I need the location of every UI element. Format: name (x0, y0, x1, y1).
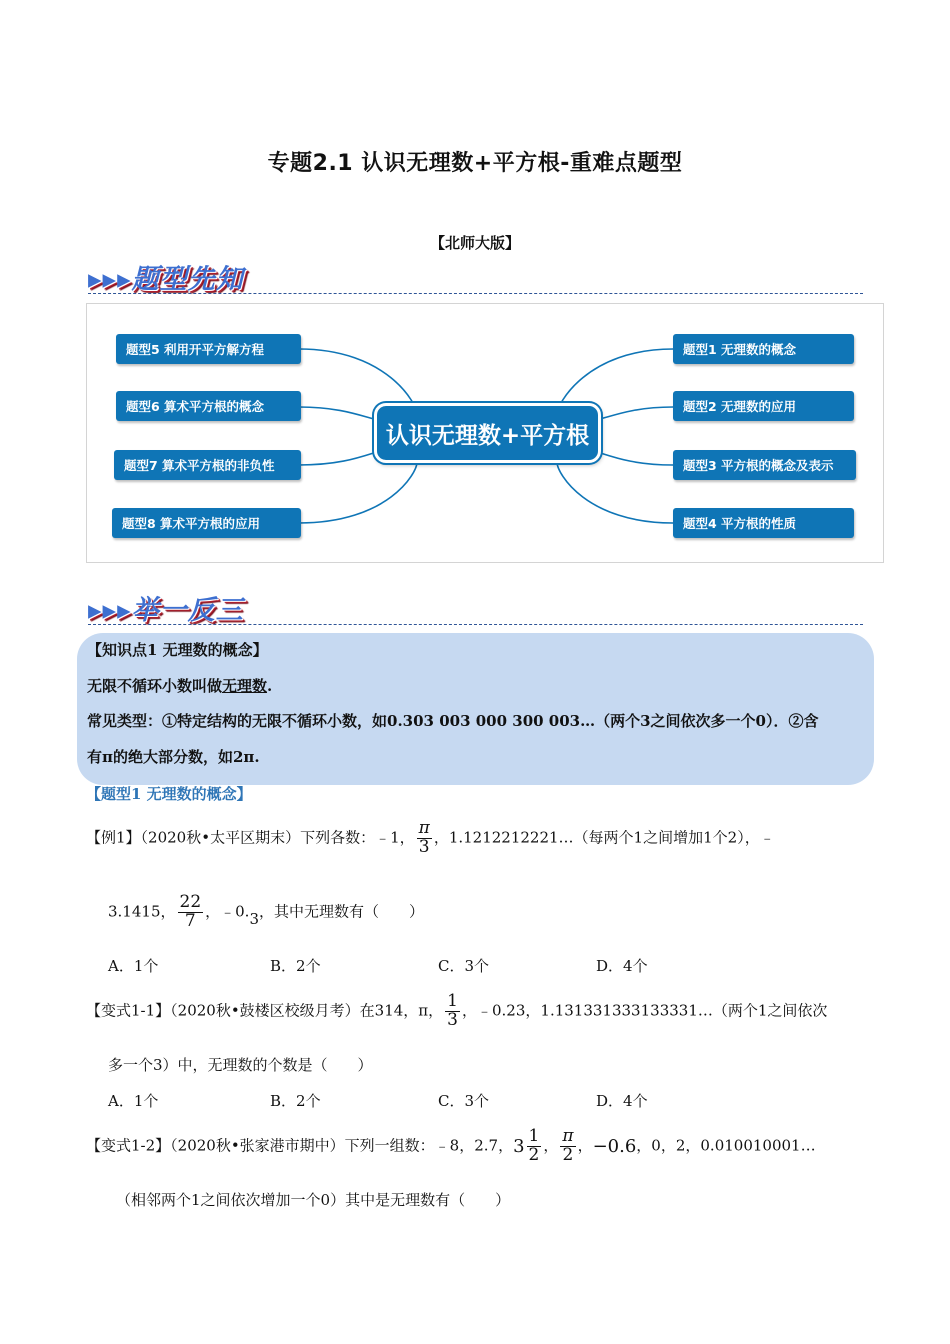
variant1-text-a: （2020秋•鼓楼区校级月考）在314，π， (170, 1001, 444, 1020)
mindmap-item-type2: 题型2 无理数的应用 (673, 391, 854, 421)
variant1-line2: 多一个3）中，无理数的个数是（ ） (108, 1056, 373, 1074)
example1-option-d[interactable]: D．4个 (596, 957, 648, 975)
variant1-option-b[interactable]: B．2个 (270, 1092, 321, 1110)
frac-num: 22 (179, 892, 202, 912)
variant2-line2: （相邻两个1之间依次增加一个0）其中是无理数有（ ） (116, 1191, 511, 1209)
example1-option-a[interactable]: A．1个 (108, 957, 159, 975)
variant1-option-d[interactable]: D．4个 (596, 1092, 648, 1110)
frac-num: 1 (528, 1126, 540, 1146)
mindmap-item-type5: 题型5 利用开平方解方程 (116, 334, 301, 364)
separator: ， (543, 1136, 559, 1155)
frac-num: π (418, 818, 430, 838)
mindmap-item-type7: 题型7 算术平方根的非负性 (114, 450, 301, 480)
divider (88, 293, 863, 294)
frac-num: π (562, 1126, 574, 1146)
fraction-1-over-3 (445, 993, 460, 1030)
knowledge-types-line2: 有π的绝大部分数，如2π. (87, 748, 260, 766)
mixed-whole: 3 (513, 1135, 525, 1157)
variant2-text-a: （2020秋•张家港市期中）下列一组数：﹣8，2.7， (170, 1136, 514, 1155)
example1-option-c[interactable]: C．3个 (438, 957, 490, 975)
knowledge-definition (87, 675, 272, 696)
variant1-line1 (86, 993, 827, 1030)
example1-option-b[interactable]: B．2个 (270, 957, 321, 975)
knowledge-types-line1: 常见类型：①特定结构的无限不循环小数，如0.303 003 000 300 003…（两个3之间依次多一个0）．②含 (87, 712, 819, 730)
fraction-pi-over-3 (417, 820, 432, 857)
frac-den: 2 (528, 1144, 540, 1165)
frac-den: 7 (184, 910, 196, 931)
repeating-digit: 3 (249, 910, 259, 929)
example1-text-a: （2020秋•太平区期末）下列各数：﹣1， (140, 828, 415, 847)
variant2-text-b: ，0，2，0.010010001… (636, 1136, 816, 1155)
fraction-22-over-7 (178, 894, 204, 931)
frac-den: 2 (562, 1144, 574, 1165)
connector-right-4 (557, 462, 673, 523)
knowledge-heading: 【知识点1 无理数的概念】 (87, 641, 268, 659)
variant1-text-b: ，﹣0.23，1.131331333133331…（两个1之间依次 (462, 1001, 828, 1020)
example1-text-d: ，﹣0. (205, 902, 250, 921)
mindmap-item-type8: 题型8 算术平方根的应用 (112, 508, 301, 538)
variant2-line1 (86, 1128, 816, 1165)
fraction-pi-over-2 (560, 1128, 575, 1165)
variant1-label: 【变式1-1】 (86, 1001, 171, 1020)
variant1-option-c[interactable]: C．3个 (438, 1092, 490, 1110)
overview-heading: ▸▸▸题型先知 (88, 264, 244, 295)
example1-line2 (108, 894, 424, 931)
separator: ， (577, 1136, 593, 1155)
mindmap (86, 303, 884, 563)
example1-label: 【例1】 (86, 828, 141, 847)
type1-title: 【题型1 无理数的概念】 (86, 785, 252, 803)
repeating-decimal: −0.6 (592, 1135, 637, 1157)
variant1-option-a[interactable]: A．1个 (108, 1092, 159, 1110)
mindmap-center: 认识无理数+平方根 (374, 403, 601, 463)
example1-text-e: ，其中无理数有（ ） (259, 902, 425, 921)
frac-den: 3 (418, 836, 430, 857)
definition-term: 无理数 (222, 677, 268, 695)
mindmap-item-type6: 题型6 算术平方根的概念 (116, 391, 301, 421)
variant2-label: 【变式1-2】 (86, 1136, 171, 1155)
page-title: 专题2.1 认识无理数+平方根-重难点题型 (267, 151, 683, 176)
mixed-fraction (527, 1128, 542, 1165)
example1-text-b: ，1.1212212221…（每两个1之间增加1个2），﹣ (433, 828, 775, 847)
frac-den: 3 (447, 1009, 458, 1030)
practice-heading: ▸▸▸举一反三 (88, 595, 244, 626)
example1-line1 (86, 820, 775, 857)
mindmap-item-type4: 题型4 平方根的性质 (673, 508, 854, 538)
frac-num: 1 (447, 991, 458, 1011)
definition-prefix: 无限不循环小数叫做 (87, 677, 223, 695)
edition-label: 【北师大版】 (429, 234, 520, 252)
definition-suffix: . (267, 677, 273, 695)
divider (88, 624, 863, 625)
example1-text-c: 3.1415， (108, 902, 176, 921)
mindmap-item-type3: 题型3 平方根的概念及表示 (673, 450, 856, 480)
connector-left-4 (299, 462, 417, 523)
mindmap-item-type1: 题型1 无理数的概念 (673, 334, 854, 364)
knowledge-box (77, 633, 874, 785)
